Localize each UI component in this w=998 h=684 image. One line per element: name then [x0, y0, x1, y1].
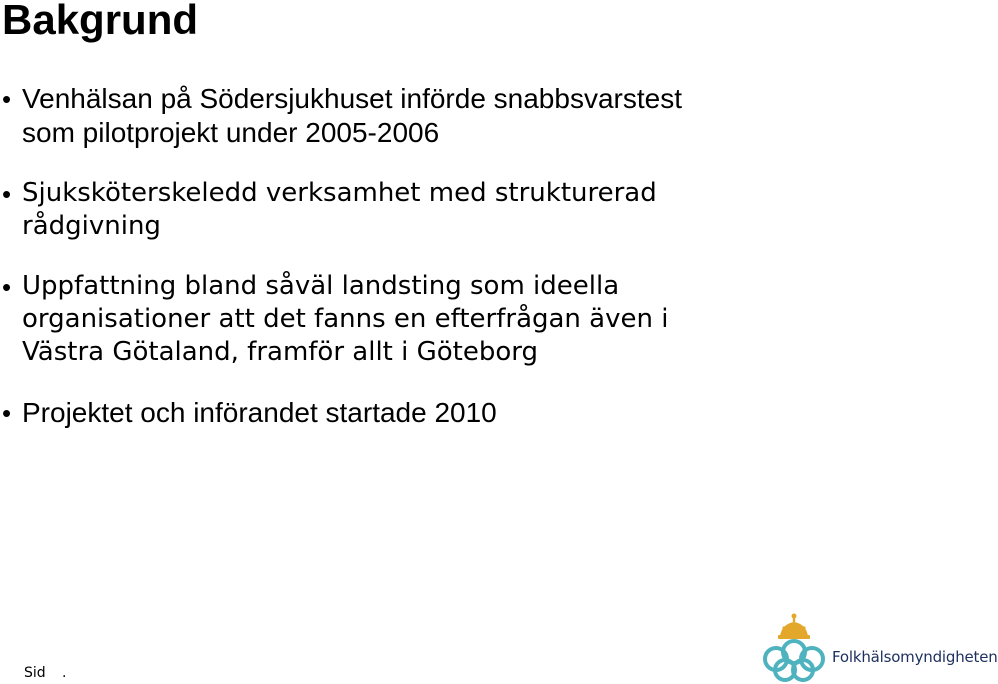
- slide-title: Bakgrund: [2, 0, 199, 43]
- page-label: Sid: [24, 665, 46, 681]
- bullet-text: Venhälsan på Södersjukhuset införde snabbsvarstest som pilotprojekt under 2005-2006: [22, 83, 682, 148]
- bullet-text: Sjuksköterskeledd verksamhet med strukturerad rådgivning: [22, 178, 657, 241]
- bullet-text: Projektet och införandet startade 2010: [22, 397, 497, 428]
- bullet-marker: •: [2, 179, 12, 209]
- bullet-item: [0, 82, 720, 150]
- bullet-item: [0, 396, 720, 430]
- bullet-text: Uppfattning bland såväl landsting som ideella organisationer att det fanns en efterfrågan även i Västra Götaland, framför allt i Göteborg: [22, 271, 669, 367]
- logo-text: Folkhälsomyndigheten: [832, 648, 998, 666]
- bullet-item: [0, 270, 720, 369]
- crown-knot-emblem-icon: [760, 612, 828, 682]
- bullet-marker: •: [2, 398, 12, 428]
- bullet-item: [0, 177, 720, 243]
- bullet-marker: •: [2, 84, 12, 114]
- page-number: .: [62, 665, 67, 681]
- bullet-marker: •: [2, 272, 12, 302]
